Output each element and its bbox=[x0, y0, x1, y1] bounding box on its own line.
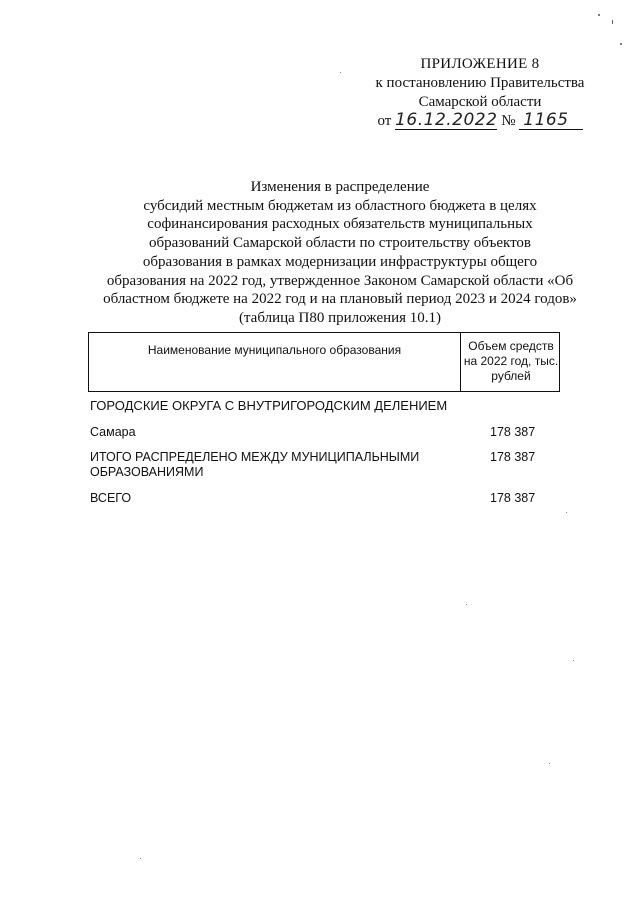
row-value: 178 387 bbox=[490, 425, 536, 439]
appendix-line-2: Самарской области bbox=[418, 94, 542, 110]
row-label: ВСЕГО bbox=[90, 491, 132, 505]
scan-speck bbox=[612, 20, 613, 24]
scan-speck bbox=[340, 72, 341, 73]
column-header-volume bbox=[461, 333, 561, 391]
row-value: 178 387 bbox=[490, 450, 536, 464]
column-header-volume-line: рублей bbox=[491, 369, 531, 383]
column-header-volume-line: на 2022 год, тыс. bbox=[463, 354, 559, 368]
title-line: образования на 2022 год, утвержденное Законом Самарской области «Об bbox=[106, 272, 574, 289]
title-line: образований Самарской области по строительству объектов bbox=[148, 235, 532, 252]
title-line: субсидий местным бюджетам из областного бюджета в целях bbox=[143, 197, 537, 214]
column-header-volume-line: Объем средств bbox=[468, 339, 554, 353]
handwritten-date: 16.12.2022 bbox=[395, 110, 498, 130]
number-prefix: № bbox=[501, 113, 516, 129]
row-label: Самара bbox=[90, 425, 136, 439]
row-label: ГОРОДСКИЕ ОКРУГА С ВНУТРИГОРОДСКИМ ДЕЛЕНИЕМ bbox=[90, 398, 448, 413]
scan-speck bbox=[620, 43, 622, 45]
handwritten-number: 1165 bbox=[523, 110, 569, 130]
title-line: областном бюджете на 2022 год и на плановый период 2023 и 2024 годов» bbox=[103, 291, 577, 308]
title-line: Изменения в распределение bbox=[250, 179, 430, 195]
appendix-block bbox=[360, 55, 600, 131]
row-label bbox=[90, 450, 460, 480]
scan-speck bbox=[140, 858, 141, 859]
document-title bbox=[80, 178, 600, 328]
scan-speck bbox=[573, 660, 574, 661]
row-label-line: ОБРАЗОВАНИЯМИ bbox=[90, 465, 204, 479]
scan-speck bbox=[549, 763, 550, 764]
scan-speck bbox=[566, 512, 567, 513]
title-line: софинансирования расходных обязательств муниципальных bbox=[147, 216, 533, 233]
appendix-heading: ПРИЛОЖЕНИЕ 8 bbox=[420, 56, 540, 72]
table-header bbox=[88, 332, 560, 392]
appendix-date-line bbox=[360, 112, 600, 131]
column-header-name: Наименование муниципального образования bbox=[89, 333, 461, 391]
appendix-line-1: к постановлению Правительства bbox=[375, 75, 585, 91]
date-prefix: от bbox=[377, 113, 392, 129]
row-value: 178 387 bbox=[490, 491, 536, 505]
row-label-line: ИТОГО РАСПРЕДЕЛЕНО МЕЖДУ МУНИЦИПАЛЬНЫМИ bbox=[90, 450, 420, 464]
scan-speck bbox=[598, 14, 600, 16]
scan-speck bbox=[466, 604, 467, 605]
title-line: образования в рамках модернизации инфраструктуры общего bbox=[142, 253, 538, 270]
title-line: (таблица П80 приложения 10.1) bbox=[238, 309, 442, 326]
